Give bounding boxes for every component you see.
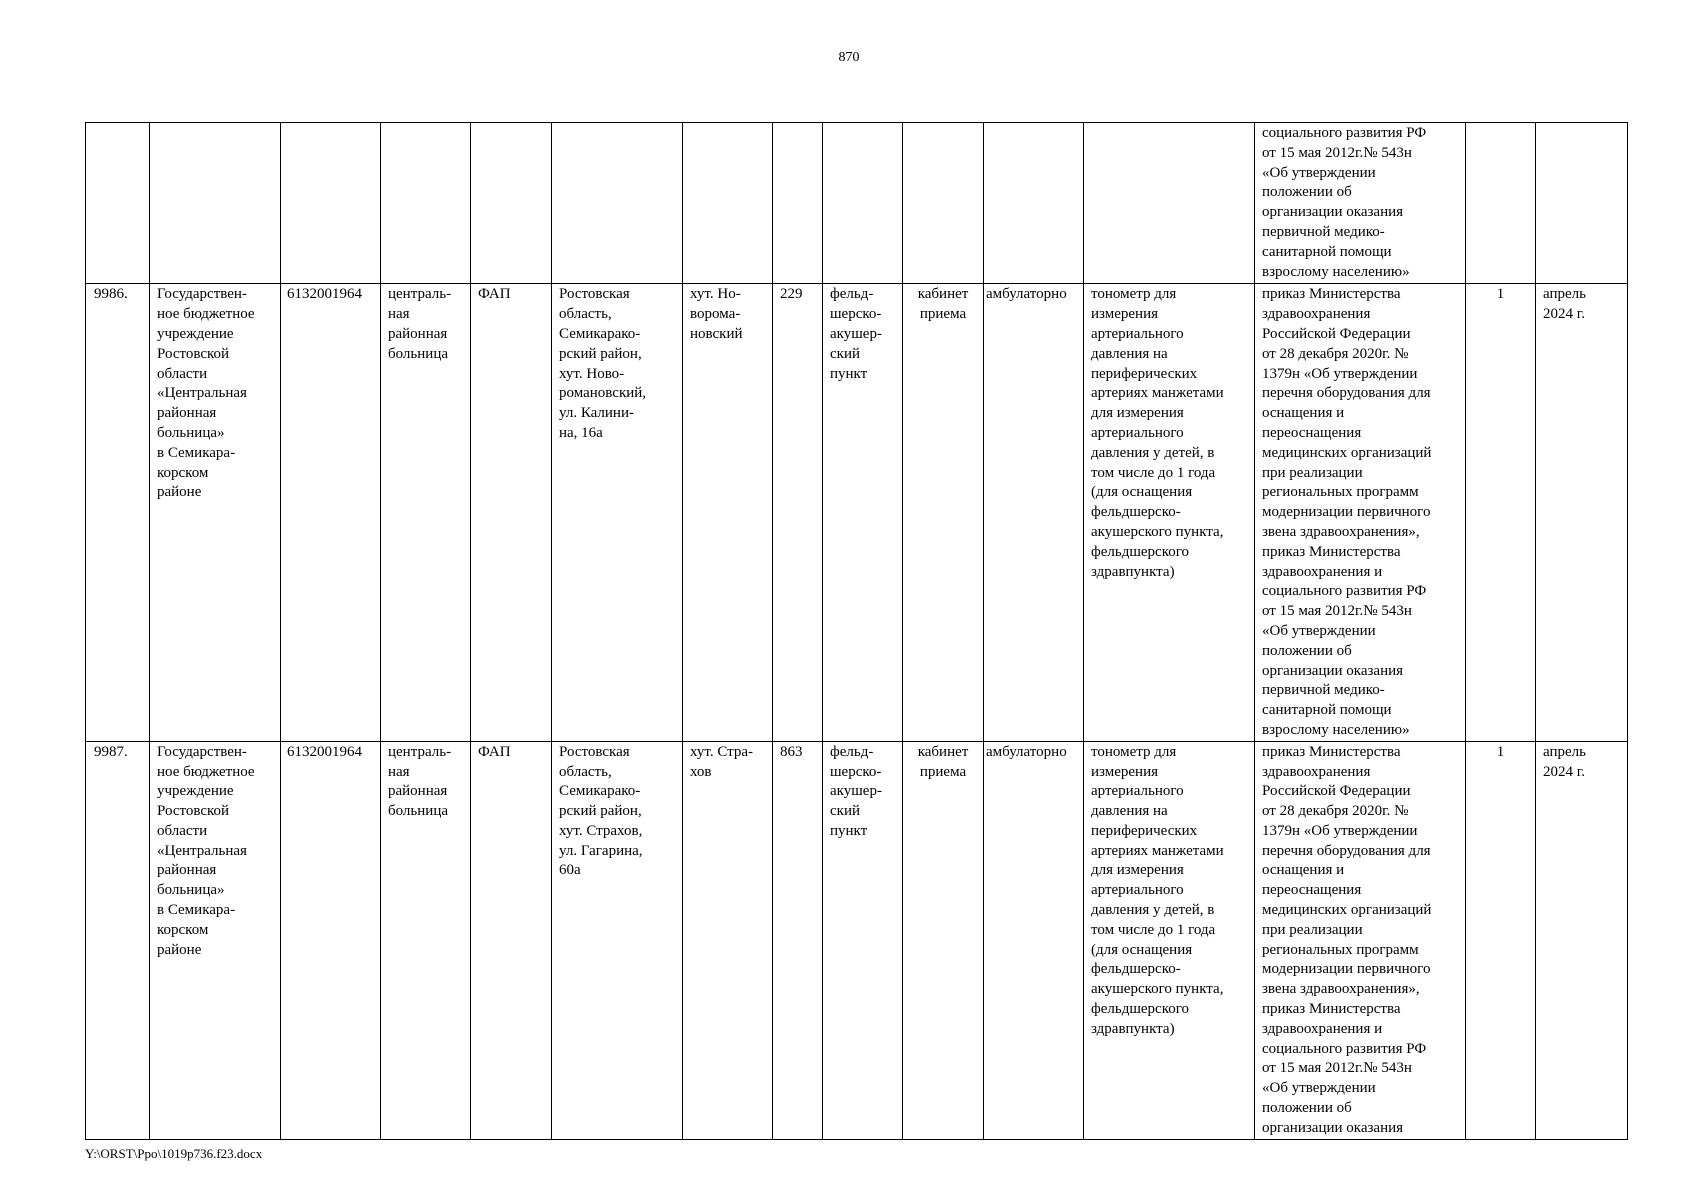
cell-legal-basis: приказ Министерства здравоохранения Российской Федерации от 28 декабря 2020г. № 1379н «Об утверждении перечня оборудования для оснащения и переоснащения медицинских организаций при реализации региональных программ модернизации первичного звена здравоохранения», приказ Министерства здравоохранения и социального развития РФ от 15 мая 2012г.№ 543н «Об утверждении положении об организации оказания bbox=[1255, 741, 1466, 1139]
cell-inn: 6132001964 bbox=[281, 284, 381, 741]
cell-equipment: тонометр для измерения артериального давления на периферических артериях манжетами для измерения артериального давления у детей, в том числе до 1 года (для оснащения фельдшерско- акушерского пункта, фельдшерского здравпункта) bbox=[1084, 284, 1255, 741]
cell-organization: Государствен- ное бюджетное учреждение Ростовской области «Центральная районная больница» в Семикара- корском районе bbox=[150, 741, 281, 1139]
cell-deadline: апрель 2024 г. bbox=[1536, 741, 1628, 1139]
cell-number bbox=[86, 123, 150, 284]
cell-unit-type: ФАП bbox=[471, 741, 552, 1139]
cell-legal-basis: социального развития РФ от 15 мая 2012г.№ 543н «Об утверждении положении об организации оказания первичной медико- санитарной помощи взрослому населению» bbox=[1255, 123, 1466, 284]
table-row bbox=[86, 741, 1628, 1139]
cell-address: Ростовская область, Семикарако- рский район, хут. Страхов, ул. Гагарина, 60а bbox=[552, 741, 683, 1139]
cell-deadline bbox=[1536, 123, 1628, 284]
cell-population: 229 bbox=[773, 284, 823, 741]
cell-settlement bbox=[683, 123, 773, 284]
cell-room: кабинет приема bbox=[903, 284, 984, 741]
table-row bbox=[86, 284, 1628, 741]
cell-unit-kind bbox=[823, 123, 903, 284]
cell-quantity bbox=[1466, 123, 1536, 284]
page-number: 870 bbox=[838, 50, 860, 65]
equipment-table bbox=[85, 122, 1628, 1140]
cell-org-type bbox=[381, 123, 471, 284]
cell-address bbox=[552, 123, 683, 284]
cell-address: Ростовская область, Семикарако- рский район, хут. Ново- романовский, ул. Калини- на, 16а bbox=[552, 284, 683, 741]
cell-organization: Государствен- ное бюджетное учреждение Ростовской области «Центральная районная больница» в Семикара- корском районе bbox=[150, 284, 281, 741]
cell-number: 9987. bbox=[86, 741, 150, 1139]
cell-number: 9986. bbox=[86, 284, 150, 741]
cell-unit-kind: фельд- шерско- акушер- ский пункт bbox=[823, 741, 903, 1139]
cell-quantity: 1 bbox=[1466, 284, 1536, 741]
cell-quantity: 1 bbox=[1466, 741, 1536, 1139]
cell-unit-kind: фельд- шерско- акушер- ский пункт bbox=[823, 284, 903, 741]
cell-unit-type bbox=[471, 123, 552, 284]
cell-inn: 6132001964 bbox=[281, 741, 381, 1139]
cell-legal-basis: приказ Министерства здравоохранения Российской Федерации от 28 декабря 2020г. № 1379н «Об утверждении перечня оборудования для оснащения и переоснащения медицинских организаций при реализации региональных программ модернизации первичного звена здравоохранения», приказ Министерства здравоохранения и социального развития РФ от 15 мая 2012г.№ 543н «Об утверждении положении об организации оказания первичной медико- санитарной помощи взрослому населению» bbox=[1255, 284, 1466, 741]
cell-org-type: централь- ная районная больница bbox=[381, 284, 471, 741]
cell-equipment: тонометр для измерения артериального давления на периферических артериях манжетами для измерения артериального давления у детей, в том числе до 1 года (для оснащения фельдшерско- акушерского пункта, фельдшерского здравпункта) bbox=[1084, 741, 1255, 1139]
cell-organization bbox=[150, 123, 281, 284]
cell-equipment bbox=[1084, 123, 1255, 284]
footer-file-path: Y:\ORST\Ppo\1019p736.f23.docx bbox=[85, 1146, 263, 1161]
cell-care-form: амбулаторно bbox=[984, 284, 1084, 741]
cell-care-form: амбулаторно bbox=[984, 741, 1084, 1139]
cell-room bbox=[903, 123, 984, 284]
cell-care-form bbox=[984, 123, 1084, 284]
cell-room: кабинет приема bbox=[903, 741, 984, 1139]
cell-population: 863 bbox=[773, 741, 823, 1139]
cell-unit-type: ФАП bbox=[471, 284, 552, 741]
cell-settlement: хут. Стра- хов bbox=[683, 741, 773, 1139]
cell-population bbox=[773, 123, 823, 284]
cell-inn bbox=[281, 123, 381, 284]
table-row-continuation bbox=[86, 123, 1628, 284]
cell-settlement: хут. Но- ворома- новский bbox=[683, 284, 773, 741]
cell-org-type: централь- ная районная больница bbox=[381, 741, 471, 1139]
cell-deadline: апрель 2024 г. bbox=[1536, 284, 1628, 741]
